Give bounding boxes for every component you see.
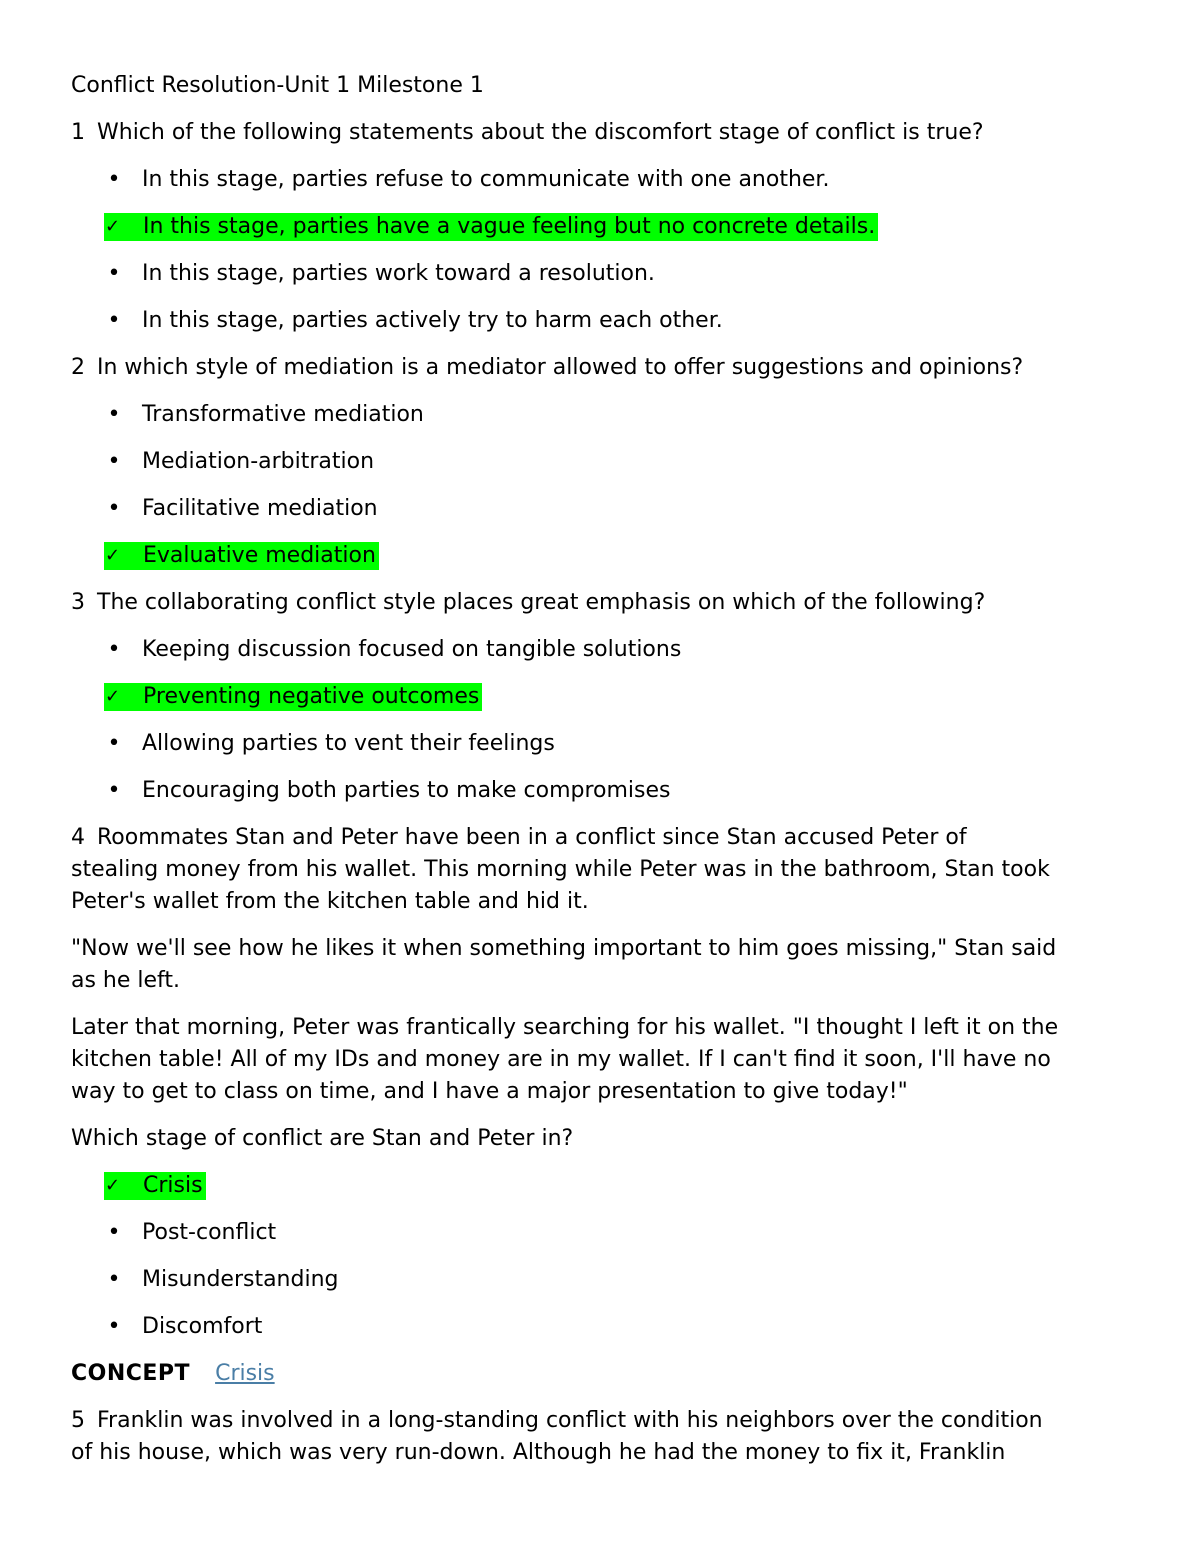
- question-text: [71, 587, 1141, 619]
- question-list: [71, 117, 1141, 1469]
- answer-text: In this stage, parties work toward a resolution.: [142, 261, 655, 286]
- answer-option: [71, 493, 1141, 525]
- answer-option: [71, 634, 1141, 666]
- question-paragraph: [71, 1123, 1141, 1155]
- document-body: [71, 70, 1141, 1484]
- answer-text: Mediation-arbitration: [142, 449, 375, 474]
- bullet-icon: •: [107, 1267, 121, 1292]
- paragraph-line: Later that morning, Peter was frantically searching for his wallet. "I thought I left it on the: [71, 1015, 1059, 1040]
- bullet-icon: •: [107, 308, 121, 333]
- answer-text: Facilitative mediation: [142, 496, 378, 521]
- question-number: 2: [71, 355, 85, 380]
- bullet-icon: •: [107, 778, 121, 803]
- question-line: Franklin was involved in a long-standing conflict with his neighbors over the condition: [97, 1408, 1043, 1433]
- correct-answer-option: [71, 540, 1141, 572]
- answer-option: [71, 399, 1141, 431]
- question-line: In which style of mediation is a mediator allowed to offer suggestions and opinions?: [97, 355, 1024, 380]
- answer-text: Misunderstanding: [142, 1267, 339, 1292]
- answer-text: Keeping discussion focused on tangible solutions: [142, 637, 682, 662]
- bullet-icon: •: [107, 1314, 121, 1339]
- answer-text: Allowing parties to vent their feelings: [142, 731, 555, 756]
- answer-option: [71, 775, 1141, 807]
- question-text: [71, 822, 1141, 918]
- question-line: The collaborating conflict style places great emphasis on which of the following?: [97, 590, 986, 615]
- answer-text: Encouraging both parties to make compromises: [142, 778, 671, 803]
- bullet-icon: •: [107, 637, 121, 662]
- bullet-icon: •: [107, 496, 121, 521]
- correct-answer-option: [71, 1170, 1141, 1202]
- paragraph-line: Which stage of conflict are Stan and Peter in?: [71, 1126, 574, 1151]
- concept-link[interactable]: Crisis: [215, 1361, 275, 1386]
- bullet-icon: •: [107, 731, 121, 756]
- bullet-icon: •: [107, 402, 121, 427]
- answer-highlight: [104, 683, 482, 711]
- answer-option: [71, 446, 1141, 478]
- paragraph-line: as he left.: [71, 968, 181, 993]
- check-icon: ✓: [105, 1175, 121, 1196]
- question-3: [71, 587, 1141, 807]
- question-2: [71, 352, 1141, 572]
- answer-text: Crisis: [143, 1173, 203, 1198]
- correct-answer-option: [71, 681, 1141, 713]
- question-number: 1: [71, 120, 85, 145]
- concept-label: CONCEPT: [71, 1361, 191, 1386]
- question-line: Which of the following statements about the discomfort stage of conflict is true?: [97, 120, 984, 145]
- correct-answer-option: [71, 211, 1141, 243]
- question-paragraph: [71, 1012, 1141, 1108]
- bullet-icon: •: [107, 1220, 121, 1245]
- answer-text: In this stage, parties refuse to communicate with one another.: [142, 167, 830, 192]
- answer-text: Post-conflict: [142, 1220, 277, 1245]
- question-text: [71, 352, 1141, 384]
- question-line: of his house, which was very run-down. Although he had the money to fix it, Franklin: [71, 1440, 1006, 1465]
- question-5: [71, 1405, 1141, 1469]
- question-paragraph: [71, 933, 1141, 997]
- question-1: [71, 117, 1141, 337]
- answer-option: [71, 305, 1141, 337]
- answer-text: Transformative mediation: [142, 402, 424, 427]
- paragraph-line: way to get to class on time, and I have a major presentation to give today!": [71, 1079, 908, 1104]
- concept-line: [71, 1358, 1141, 1390]
- question-number: 3: [71, 590, 85, 615]
- answer-option: [71, 1264, 1141, 1296]
- answer-text: Preventing negative outcomes: [143, 684, 480, 709]
- question-text: [71, 1405, 1141, 1469]
- question-line: stealing money from his wallet. This morning while Peter was in the bathroom, Stan took: [71, 857, 1050, 882]
- question-4: [71, 822, 1141, 1390]
- answer-highlight: [104, 213, 878, 241]
- answer-text: Evaluative mediation: [143, 543, 376, 568]
- answer-option: [71, 258, 1141, 290]
- answer-option: [71, 728, 1141, 760]
- question-line: Peter's wallet from the kitchen table and hid it.: [71, 889, 589, 914]
- answer-text: In this stage, parties have a vague feeling but no concrete details.: [143, 214, 876, 239]
- question-line: Roommates Stan and Peter have been in a conflict since Stan accused Peter of: [97, 825, 967, 850]
- answer-option: [71, 1311, 1141, 1343]
- answer-highlight: [104, 542, 379, 570]
- answer-text: In this stage, parties actively try to harm each other.: [142, 308, 723, 333]
- paragraph-line: kitchen table! All of my IDs and money are in my wallet. If I can't find it soon, I'll have no: [71, 1047, 1051, 1072]
- answer-option: [71, 164, 1141, 196]
- bullet-icon: •: [107, 449, 121, 474]
- answer-option: [71, 1217, 1141, 1249]
- check-icon: ✓: [105, 686, 121, 707]
- check-icon: ✓: [105, 216, 121, 237]
- bullet-icon: •: [107, 167, 121, 192]
- answer-highlight: [104, 1172, 206, 1200]
- document-title: Conflict Resolution-Unit 1 Milestone 1: [71, 73, 484, 98]
- bullet-icon: •: [107, 261, 121, 286]
- answer-text: Discomfort: [142, 1314, 263, 1339]
- paragraph-line: "Now we'll see how he likes it when something important to him goes missing," Stan said: [71, 936, 1057, 961]
- check-icon: ✓: [105, 545, 121, 566]
- question-number: 5: [71, 1408, 85, 1433]
- question-number: 4: [71, 825, 85, 850]
- question-text: [71, 117, 1141, 149]
